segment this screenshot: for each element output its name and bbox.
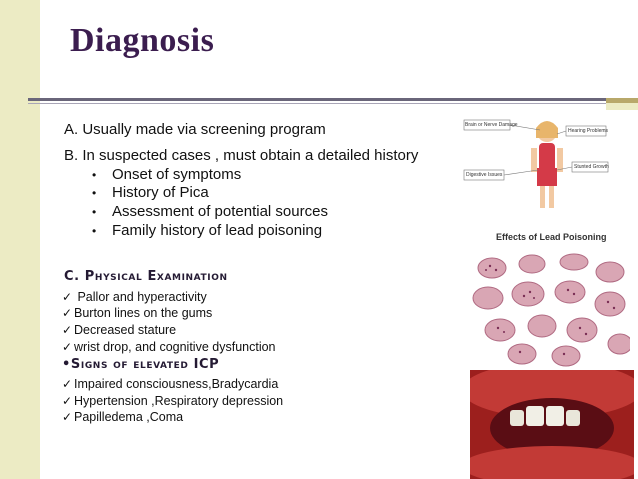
bullet-dot-icon: • bbox=[92, 205, 97, 219]
list-item: ✓ Papilledema ,Coma bbox=[62, 410, 184, 424]
figure-label-digestive: Digestive Issues bbox=[466, 172, 503, 178]
checkmark-icon: ✓ bbox=[62, 410, 73, 424]
list-item-a: A. Usually made via screening program bbox=[64, 121, 326, 138]
list-item: • Onset of symptoms bbox=[92, 166, 242, 183]
burton-lines-gums-photo bbox=[470, 370, 634, 479]
left-sidebar-band bbox=[0, 0, 40, 479]
checkmark-icon: ✓ bbox=[62, 394, 73, 408]
list-item: • Assessment of potential sources bbox=[92, 203, 328, 220]
lead-poisoning-effects-figure bbox=[462, 110, 612, 250]
checkmark-icon: ✓ bbox=[62, 340, 73, 354]
checkmark-icon: ✓ bbox=[62, 323, 73, 337]
list-item-b: B. In suspected cases , must obtain a detailed history bbox=[64, 147, 419, 164]
list-item: ✓ Pallor and hyperactivity bbox=[62, 290, 207, 304]
list-item: ✓ Hypertension ,Respiratory depression bbox=[62, 394, 284, 408]
figure-label-growth: Stunted Growth bbox=[574, 164, 609, 170]
bullet-dot-icon: • bbox=[92, 168, 97, 182]
title-divider-thin bbox=[28, 103, 606, 104]
checkmark-icon: ✓ bbox=[62, 290, 73, 304]
figure-caption: Effects of Lead Poisoning bbox=[496, 232, 607, 242]
bullet-dot-icon: • bbox=[92, 186, 97, 200]
right-accent-gold bbox=[606, 98, 638, 103]
section-heading-physical: C. Physical Examination bbox=[64, 269, 228, 284]
list-item: • Family history of lead poisoning bbox=[92, 222, 323, 239]
checkmark-icon: ✓ bbox=[62, 306, 73, 320]
list-item: ✓ Decreased stature bbox=[62, 323, 177, 337]
list-item: ✓ Impaired consciousness,Bradycardia bbox=[62, 377, 279, 391]
slide-title: Diagnosis bbox=[70, 22, 215, 59]
figure-label-brain: Brain or Nerve Damage bbox=[465, 122, 518, 128]
title-divider bbox=[28, 98, 606, 101]
blood-smear-image bbox=[470, 252, 630, 368]
bullet-dot-icon: • bbox=[92, 224, 97, 238]
list-item: ✓ Burton lines on the gums bbox=[62, 306, 213, 320]
list-item: ✓ wrist drop, and cognitive dysfunction bbox=[62, 340, 276, 354]
checkmark-icon: ✓ bbox=[62, 377, 73, 391]
section-heading-icp: •Signs of elevated ICP bbox=[62, 357, 220, 372]
list-item: • History of Pica bbox=[92, 184, 209, 201]
figure-label-hearing: Hearing Problems bbox=[568, 128, 609, 134]
